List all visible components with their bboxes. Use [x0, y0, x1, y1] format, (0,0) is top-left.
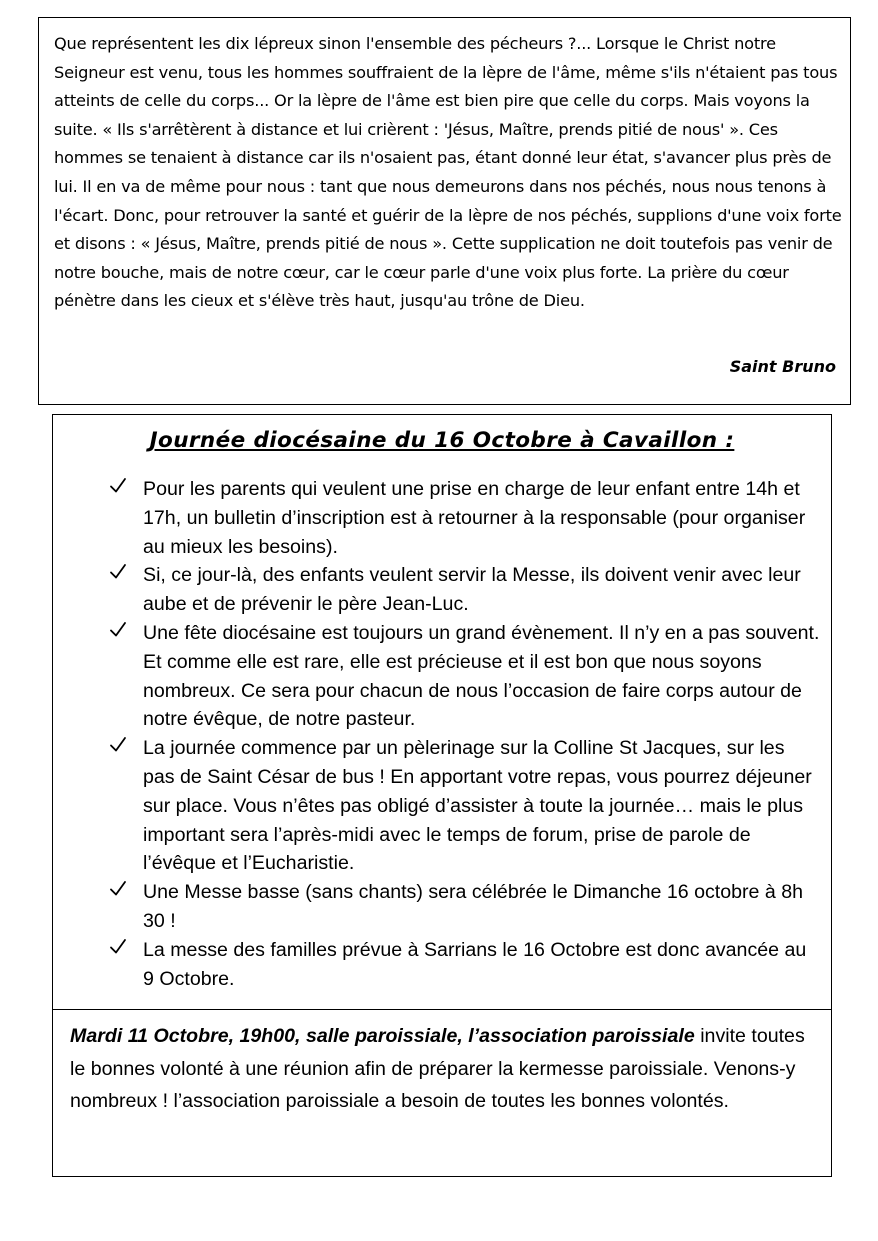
meeting-notice-body: invite toutes le bonnes volonté à une réunion afin de préparer la kermesse paroissiale. Venons-y nombreux ! l’association paroissiale a besoin de toutes les bonnes volontés.: [70, 1025, 805, 1112]
checkmark-icon: [108, 620, 128, 640]
quote-box: [38, 17, 851, 405]
list-item: [101, 734, 821, 878]
quote-text: Que représentent les dix lépreux sinon l'ensemble des pécheurs ?... Lorsque le Christ notre Seigneur est venu, tous les hommes souffraient de la lèpre de l'âme, même s'ils n'étaient pas tous atteints de celle du corps... Or la lèpre de l'âme est bien pire que celle du corps. Mais voyons la suite. « Ils s'arrêtèrent à distance et lui crièrent : 'Jésus, Maître, prends pitié de nous' ». Ces hommes se tenaient à distance car ils n'osaient pas, étant donné leur état, s'avancer plus près de lui. Il en va de même pour nous : tant que nous demeurons dans nos péchés, nous nous tenons à l'écart. Donc, pour retrouver la santé et guérir de la lèpre de nos péchés, supplions d'une voix forte et disons : « Jésus, Maître, prends pitié de nous ». Cette supplication ne doit toutefois pas venir de notre bouche, mais de notre cœur, car le cœur parle d'une voix plus forte. La prière du cœur pénètre dans les cieux et s'élève très haut, jusqu'au trône de Dieu.: [54, 34, 842, 311]
events-list: [101, 475, 821, 993]
list-item: [101, 936, 821, 994]
list-item: [101, 561, 821, 619]
list-item-text: La messe des familles prévue à Sarrians le 16 Octobre est donc avancée au 9 Octobre.: [143, 938, 807, 990]
meeting-notice-lead: Mardi 11 Octobre, 19h00, salle paroissiale, l’association paroissiale: [70, 1025, 695, 1047]
checkmark-icon: [108, 937, 128, 957]
list-item: [101, 475, 821, 561]
checkmark-icon: [108, 476, 128, 496]
list-item-text: Une Messe basse (sans chants) sera célébrée le Dimanche 16 octobre à 8h 30 !: [143, 881, 804, 932]
quote-author: Saint Bruno: [729, 357, 836, 376]
list-item: [101, 878, 821, 936]
events-title: Journée diocésaine du 16 Octobre à Cavaillon :: [149, 428, 735, 453]
checkmark-icon: [108, 735, 128, 755]
list-item: [101, 619, 821, 734]
events-box: [52, 414, 832, 1177]
list-item-text: Pour les parents qui veulent une prise en charge de leur enfant entre 14h et 17h, un bulletin d’inscription est à retourner à la responsable (pour organiser au mieux les besoins).: [143, 478, 806, 558]
list-item-text: La journée commence par un pèlerinage sur la Colline St Jacques, sur les pas de Saint César de bus ! En apportant votre repas, vous pourrez déjeuner sur place. Vous n’êtes pas obligé d’assister à toute la journée… mais le plus important sera l’après-midi avec le temps de forum, prise de parole de l’évêque et l’Eucharistie.: [143, 737, 812, 875]
checkmark-icon: [108, 879, 128, 899]
section-divider: [53, 1009, 831, 1010]
list-item-text: Si, ce jour-là, des enfants veulent servir la Messe, ils doivent venir avec leur aube et de prévenir le père Jean-Luc.: [143, 564, 801, 616]
checkmark-icon: [108, 562, 128, 582]
list-item-text: Une fête diocésaine est toujours un grand évènement. Il n’y en a pas souvent. Et comme elle est rare, elle est précieuse et il est bon que nous soyons nombreux. Ce sera pour chacun de nous l’occasion de faire corps autour de notre évêque, de notre pasteur.: [143, 621, 820, 731]
meeting-notice: [70, 1020, 820, 1118]
